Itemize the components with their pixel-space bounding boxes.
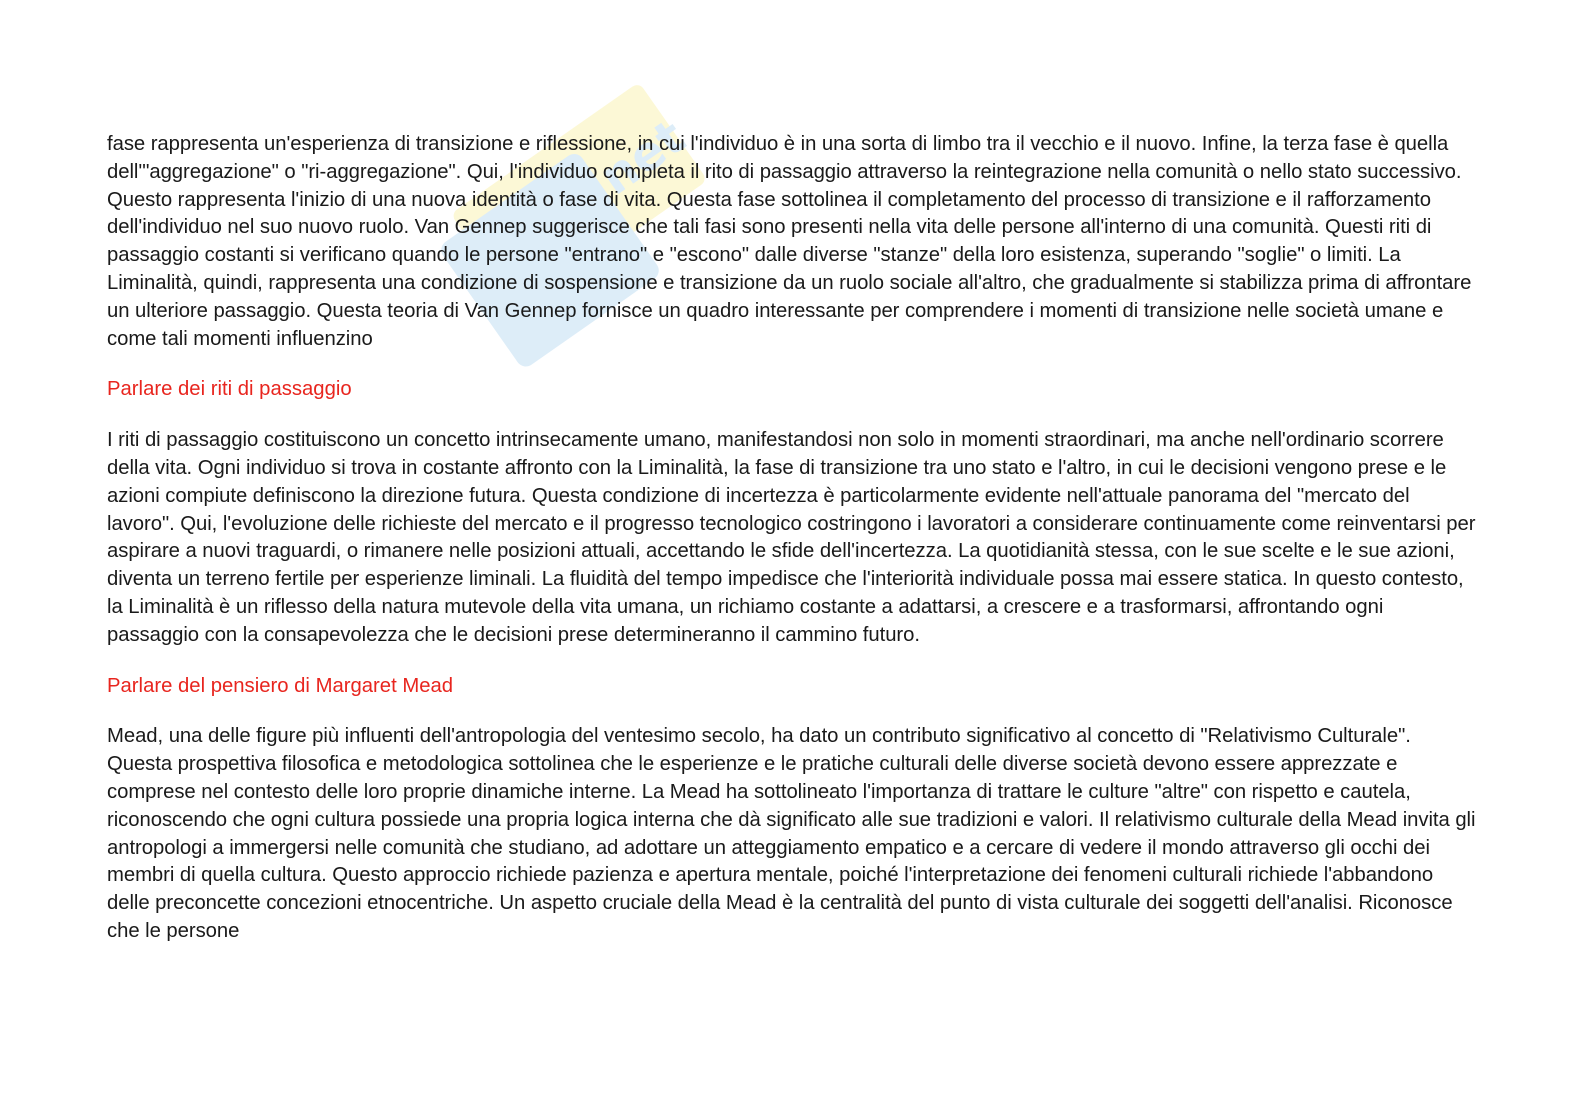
document-body — [107, 131, 1479, 946]
section-heading-riti-di-passaggio: Parlare dei riti di passaggio — [107, 378, 352, 401]
paragraph-margaret-mead: Mead, una delle figure più influenti dell'antropologia del ventesimo secolo, ha dato un contributo significativo al concetto di "Relativismo Culturale". Questa prospettiva filosofica e metodologica sottolinea che le esperienze e le pratiche culturali delle diverse società devono essere apprezzate e comprese nel contesto delle loro proprie dinamiche interne. La Mead ha sottolineato l'importanza di trattare le culture "altre" con rispetto e cautela, riconoscendo che ogni cultura possiede una propria logica interna che dà significato alle sue tradizioni e valori. Il relativismo culturale della Mead invita gli antropologi a immergersi nelle comunità che studiano, ad adottare un atteggiamento empatico e a cercare di vedere il mondo attraverso gli occhi dei membri di quella cultura. Questo approccio richiede pazienza e apertura mentale, poiché l'interpretazione dei fenomeni culturali richiede l'abbandono delle preconcette concezioni etnocentriche. Un aspetto cruciale della Mead è la centralità del punto di vista culturale dei soggetti dell'analisi. Riconosce che le persone — [107, 725, 1476, 942]
paragraph-van-gennep: fase rappresenta un'esperienza di transizione e riflessione, in cui l'individuo è in una sorta di limbo tra il vecchio e il nuovo. Infine, la terza fase è quella dell'"aggregazione" o "ri-aggregazione". Qui, l'individuo completa il rito di passaggio attraverso la reintegrazione nella comunità o nello stato successivo. Questo rappresenta l'inizio di una nuova identità o fase di vita. Questa fase sottolinea il completamento del processo di transizione e il rafforzamento dell'individuo nel suo nuovo ruolo. Van Gennep suggerisce che tali fasi sono presenti nella vita delle persone all'interno di una comunità. Questi riti di passaggio costanti si verificano quando le persone "entrano" e "escono" dalle diverse "stanze" della loro esistenza, superando "soglie" o limiti. La Liminalità, quindi, rappresenta una condizione di sospensione e transizione da un ruolo sociale all'altro, che gradualmente si stabilizza prima di affrontare un ulteriore passaggio. Questa teoria di Van Gennep fornisce un quadro interessante per comprendere i momenti di transizione nelle società umane e come tali momenti influenzino — [107, 133, 1472, 350]
watermark-logo-text: net — [589, 108, 696, 207]
paragraph-riti-di-passaggio: I riti di passaggio costituiscono un concetto intrinsecamente umano, manifestandosi non solo in momenti straordinari, ma anche nell'ordinario scorrere della vita. Ogni individuo si trova in costante affronto con la Liminalità, la fase di transizione tra uno stato e l'altro, in cui le decisioni vengono prese e le azioni compiute definiscono la direzione futura. Questa condizione di incertezza è particolarmente evidente nell'attuale panorama del "mercato del lavoro". Qui, l'evoluzione delle richieste del mercato e il progresso tecnologico costringono i lavoratori a considerare continuamente come reinventarsi per aspirare a nuovi traguardi, o rimanere nelle posizioni attuali, accettando le sfide dell'incertezza. La quotidianità stessa, con le sue scelte e le sue azioni, diventa un terreno fertile per esperienze liminali. La fluidità del tempo impedisce che l'interiorità individuale possa mai essere statica. In questo contesto, la Liminalità è un riflesso della natura mutevole della vita umana, un richiamo costante a adattarsi, a crescere e a trasformarsi, affrontando ogni passaggio con la consapevolezza che le decisioni prese determineranno il cammino futuro. — [107, 429, 1476, 646]
section-heading-margaret-mead: Parlare del pensiero di Margaret Mead — [107, 674, 454, 697]
